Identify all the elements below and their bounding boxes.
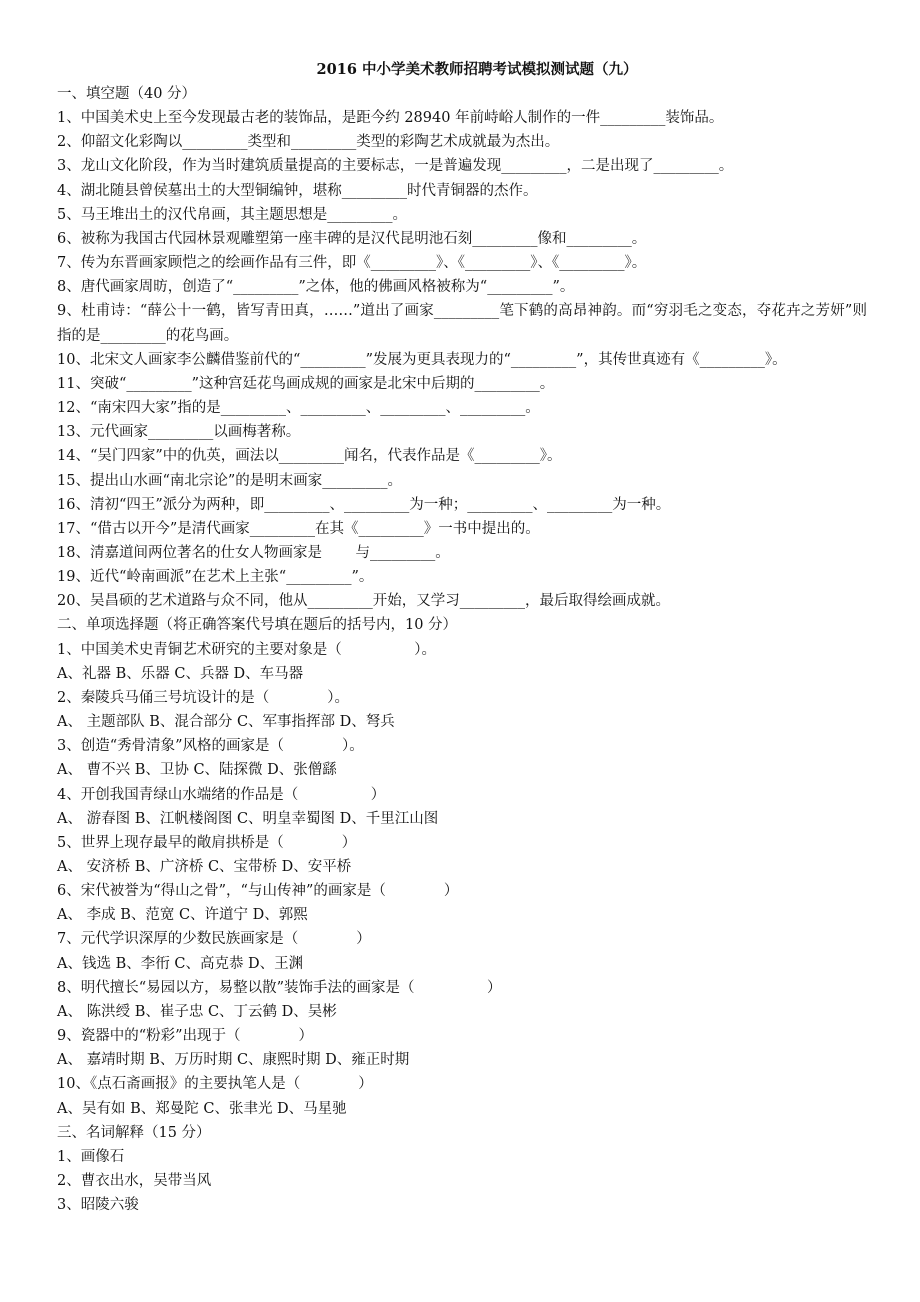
choice-question: 10、《点石斋画报》的主要执笔人是（ ） [57, 1076, 373, 1093]
question-item: 11、突破“_________”这种宫廷花鸟画成规的画家是北宋中后期的_________。 [57, 375, 555, 392]
question-item: 9、杜甫诗：“薛公十一鹤，皆写青田真，……”道出了画家_________笔下鹤的高昂神韵。而“穷羽毛之变态，夺花卉之芳妍”则指的是_________的花鸟画。 [57, 303, 867, 344]
choice-question: 6、宋代被誉为“得山之骨”，“与山传神”的画家是（ ） [57, 883, 459, 900]
question-item: 15、提出山水画“南北宗论”的是明末画家_________。 [57, 472, 403, 489]
choice-options: A、 嘉靖时期 B、万历时期 C、康熙时期 D、雍正时期 [57, 1052, 410, 1069]
choice-options: A、 李成 B、范宽 C、许道宁 D、郭熙 [57, 907, 308, 924]
choice-options: A、礼器 B、乐器 C、兵器 D、车马器 [57, 665, 304, 682]
page-title: 2016 中小学美术教师招聘考试模拟测试题（九） [316, 61, 638, 78]
question-item: 3、龙山文化阶段，作为当时建筑质量提高的主要标志，一是普遍发现_________，二是出现了_________。 [57, 158, 734, 175]
choice-question: 3、创造“秀骨清象”风格的画家是（ ）。 [57, 738, 364, 755]
term-item: 2、曹衣出水，吴带当风 [57, 1173, 212, 1190]
question-item: 7、传为东晋画家顾恺之的绘画作品有三件，即《_________》、《_________》、《_________》。 [57, 255, 647, 272]
question-item: 13、元代画家_________以画梅著称。 [57, 424, 301, 441]
question-item: 17、“借古以开今”是清代画家_________在其《_________》一书中提出的。 [57, 520, 540, 537]
question-item: 18、清嘉道间两位著名的仕女人物画家是 与_________。 [57, 544, 450, 561]
question-item: 16、清初“四王”派分为两种，即_________、_________为一种；_________、_________为一种。 [57, 496, 671, 513]
choice-options: A、 主题部队 B、混合部分 C、军事指挥部 D、弩兵 [57, 714, 395, 731]
term-item: 1、画像石 [57, 1148, 125, 1165]
section-heading: 一、填空题（40 分） [57, 86, 197, 102]
question-item: 5、马王堆出土的汉代帛画，其主题思想是_________。 [57, 206, 407, 223]
question-item: 2、仰韶文化彩陶以_________类型和_________类型的彩陶艺术成就最为杰出。 [57, 134, 560, 151]
choice-options: A、吴有如 B、郑曼陀 C、张聿光 D、马星驰 [57, 1100, 347, 1117]
question-item: 14、“吴门四家”中的仇英，画法以_________闻名，代表作品是《_________》。 [57, 448, 562, 465]
term-item: 3、昭陵六骏 [57, 1197, 139, 1214]
exam-page [57, 58, 867, 1217]
question-item: 10、北宋文人画家李公麟借鉴前代的“_________”发展为更具表现力的“_________”，其传世真迹有《_________》。 [57, 351, 787, 368]
choice-options: A、 陈洪绶 B、崔子忠 C、丁云鹤 D、吴彬 [57, 1003, 337, 1020]
question-item: 19、近代“岭南画派”在艺术上主张“_________”。 [57, 569, 374, 586]
choice-options: A、 安济桥 B、广济桥 C、宝带桥 D、安平桥 [57, 859, 352, 875]
choice-question: 1、中国美术史青铜艺术研究的主要对象是（ ）。 [57, 641, 436, 658]
choice-options: A、 游春图 B、江帆楼阁图 C、明皇幸蜀图 D、千里江山图 [57, 810, 439, 827]
choice-question: 8、明代擅长“易园以方，易整以散”装饰手法的画家是（ ） [57, 979, 502, 996]
choice-options: A、 曹不兴 B、卫协 C、陆探微 D、张僧繇 [57, 762, 337, 779]
section-heading: 三、名词解释（15 分） [57, 1124, 211, 1141]
question-item: 6、被称为我国古代园林景观雕塑第一座丰碑的是汉代昆明池石刻_________像和_________。 [57, 230, 647, 247]
choice-options: A、钱选 B、李衎 C、高克恭 D、王渊 [57, 955, 304, 972]
section-heading: 二、单项选择题（将正确答案代号填在题后的括号内，10 分） [57, 617, 458, 634]
question-item: 12、“南宋四大家”指的是_________、_________、_________、_________。 [57, 400, 540, 417]
question-item: 20、吴昌硕的艺术道路与众不同，他从_________开始，又学习_________，最后取得绘画成就。 [57, 593, 670, 610]
question-item: 4、湖北随县曾侯墓出土的大型铜编钟，堪称_________时代青铜器的杰作。 [57, 182, 538, 199]
question-item: 8、唐代画家周昉，创造了“_________”之体，他的佛画风格被称为“_________”。 [57, 279, 575, 296]
choice-question: 9、瓷器中的“粉彩”出现于（ ） [57, 1028, 314, 1045]
choice-question: 7、元代学识深厚的少数民族画家是（ ） [57, 931, 371, 948]
choice-question: 5、世界上现存最早的敞肩拱桥是（ ） [57, 834, 357, 851]
choice-question: 4、开创我国青绿山水端绪的作品是（ ） [57, 786, 386, 803]
question-item: 1、中国美术史上至今发现最古老的装饰品，是距今约 28940 年前峙峪人制作的一件_________装饰品。 [57, 110, 724, 127]
choice-question: 2、秦陵兵马俑三号坑设计的是（ ）。 [57, 689, 349, 706]
